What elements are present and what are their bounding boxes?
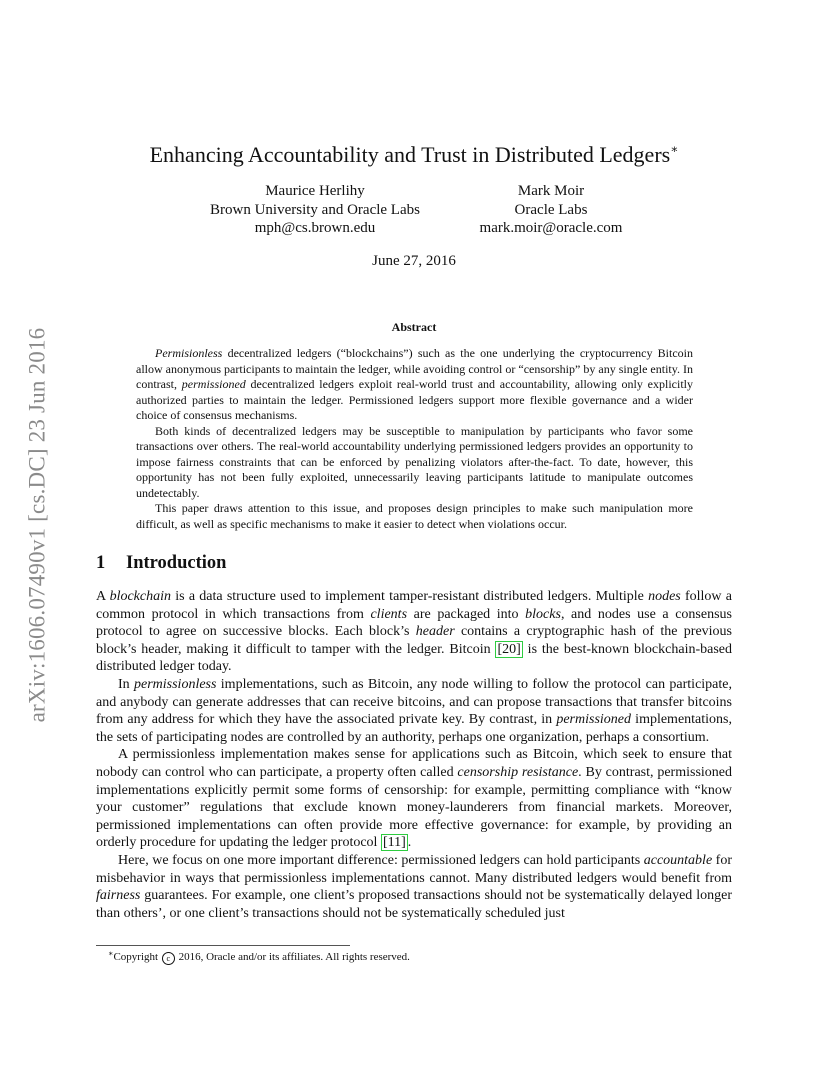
body-emphasis: blockchain (109, 589, 171, 604)
author-block-2 (451, 182, 651, 238)
body-emphasis: fairness (96, 888, 141, 904)
body-text: is a data structure used to implement tamper-resistant distributed ledgers. Multiple (171, 589, 649, 604)
intro-paragraph-3 (96, 746, 732, 852)
body-text: are packaged into (407, 606, 526, 622)
abstract-heading: Abstract (391, 320, 437, 334)
copyright-icon: c (162, 952, 175, 965)
abstract-paragraph-1 (136, 346, 693, 424)
footnote-divider (96, 945, 350, 946)
abstract-paragraph-3: This paper draws attention to this issue, and proposes design principles to make such manipulation more difficult, as well as specific mechanisms to make it easier to detect when violations occur. (136, 501, 693, 531)
citation-link-11[interactable]: [11] (382, 835, 406, 851)
abstract-body (136, 346, 693, 532)
paper-title-text: Enhancing Accountability and Trust in Distributed Ledgers (149, 142, 671, 167)
author-email: mark.moir@oracle.com (479, 220, 623, 236)
body-emphasis: header (415, 624, 455, 640)
section-title: Introduction (126, 553, 227, 573)
paper-title (96, 135, 732, 169)
body-emphasis: clients (370, 606, 408, 622)
intro-paragraph-1 (96, 588, 732, 676)
body-text: , and nodes use a consensus protocol to agree on successive blocks. Each block’s (96, 606, 732, 640)
body-text: implementations, such as Bitcoin, any node willing to follow the protocol can participate, and anybody can generate addresses that can receive bitcoins, and can propose transactions that transfer bitcoins from any address for which they have the associated private key. By contrast, in (96, 676, 732, 728)
author-email: mph@cs.brown.edu (254, 220, 376, 236)
author-name: Maurice Herlihy (265, 183, 365, 199)
body-text: guarantees. For example, one client’s proposed transactions should not be systematically delayed longer than others’, or one client’s transactions should not be systematically scheduled just (96, 888, 732, 921)
body-text: A permissionless implementation makes sense for applications such as Bitcoin, which seek to ensure that nobody can control who can participate, a property often called (96, 747, 732, 780)
footnote-marker: ∗ (108, 949, 114, 958)
body-emphasis: blocks (525, 606, 561, 622)
intro-paragraph-2 (96, 676, 732, 746)
abstract-text: decentralized ledgers exploit real-world trust and accountability, allowing only explicitly authorized parties to maintain the ledger. Permissioned ledgers support more flexible governance and a wider choice of consensus mechanisms. (136, 377, 693, 422)
footnote (108, 949, 410, 965)
title-footnote-marker: ∗ (670, 142, 679, 156)
body-text: . (407, 835, 412, 851)
body-emphasis: nodes (648, 589, 681, 604)
body-text: contains a cryptographic hash of the previous block’s header, making it difficult to tamper with the ledger. Bitcoin (96, 624, 732, 657)
citation-link-20[interactable]: [20] (497, 641, 521, 657)
abstract-emphasis: permissioned (181, 377, 246, 391)
body-text: A (96, 589, 110, 604)
abstract-paragraph-2: Both kinds of decentralized ledgers may be susceptible to manipulation by participants who favor some transactions over others. The real-world accountability underlying permissioned ledgers provides an opportunity to impose fairness constraints that can be enforced by penalizing violators after-the-fact. To date, however, this opportunity has not been fully exploited, unnecessarily leaving participants latitude to manipulate outcomes undetectably. (136, 423, 693, 500)
body-text: follow a common protocol in which transactions from (96, 589, 732, 622)
body-emphasis: accountable (643, 852, 713, 868)
author-name: Mark Moir (517, 183, 585, 199)
footnote-text: 2016, Oracle and/or its affiliates. All rights reserved. (175, 951, 410, 963)
author-block-1 (195, 182, 435, 238)
paper-date: June 27, 2016 (372, 253, 456, 269)
body-emphasis: permissioned (556, 712, 631, 728)
body-text: Here, we focus on one more important difference: permissioned ledgers can hold participants (118, 852, 644, 868)
section-heading (96, 553, 226, 574)
abstract-text: decentralized ledgers (“blockchains”) such as the one underlying the cryptocurrency Bitcoin allow anonymous participants to maintain the ledger, while avoiding control or “censorship” by any single entity. In contrast, (136, 346, 693, 391)
author-affiliation: Brown University and Oracle Labs (210, 201, 420, 218)
body-text: In (118, 676, 134, 692)
introduction-body (96, 588, 732, 922)
body-text: for misbehavior in ways that permissionless implementations cannot. Many distributed ledgers would benefit from (96, 852, 733, 886)
arxiv-identifier-text: arXiv:1606.07490v1 [cs.DC] 23 Jun 2016 (24, 327, 49, 723)
intro-paragraph-4 (96, 852, 732, 922)
body-text: implementations, the sets of participating nodes are controlled by an authority, perhaps one organization, perhaps a consortium. (96, 712, 732, 745)
section-number: 1 (96, 553, 106, 573)
abstract-emphasis: Permisionless (155, 346, 223, 360)
body-text: . By contrast, permissioned implementations explicitly permit some forms of censorship: for example, permitting compliance with “know your customer” regulations that exclude known money-launderers from financial markets. Moreover, permissioned implementations can often provide more effective governance: for example, by providing an orderly procedure for updating the ledger protocol (96, 764, 732, 851)
arxiv-identifier-stamp (22, 290, 52, 760)
body-text: is the best-known blockchain-based distributed ledger today. (96, 641, 732, 675)
body-emphasis: censorship resistance (457, 764, 579, 780)
body-emphasis: permissionless (134, 676, 217, 692)
author-affiliation: Oracle Labs (514, 201, 588, 218)
footnote-text: Copyright (113, 951, 161, 963)
